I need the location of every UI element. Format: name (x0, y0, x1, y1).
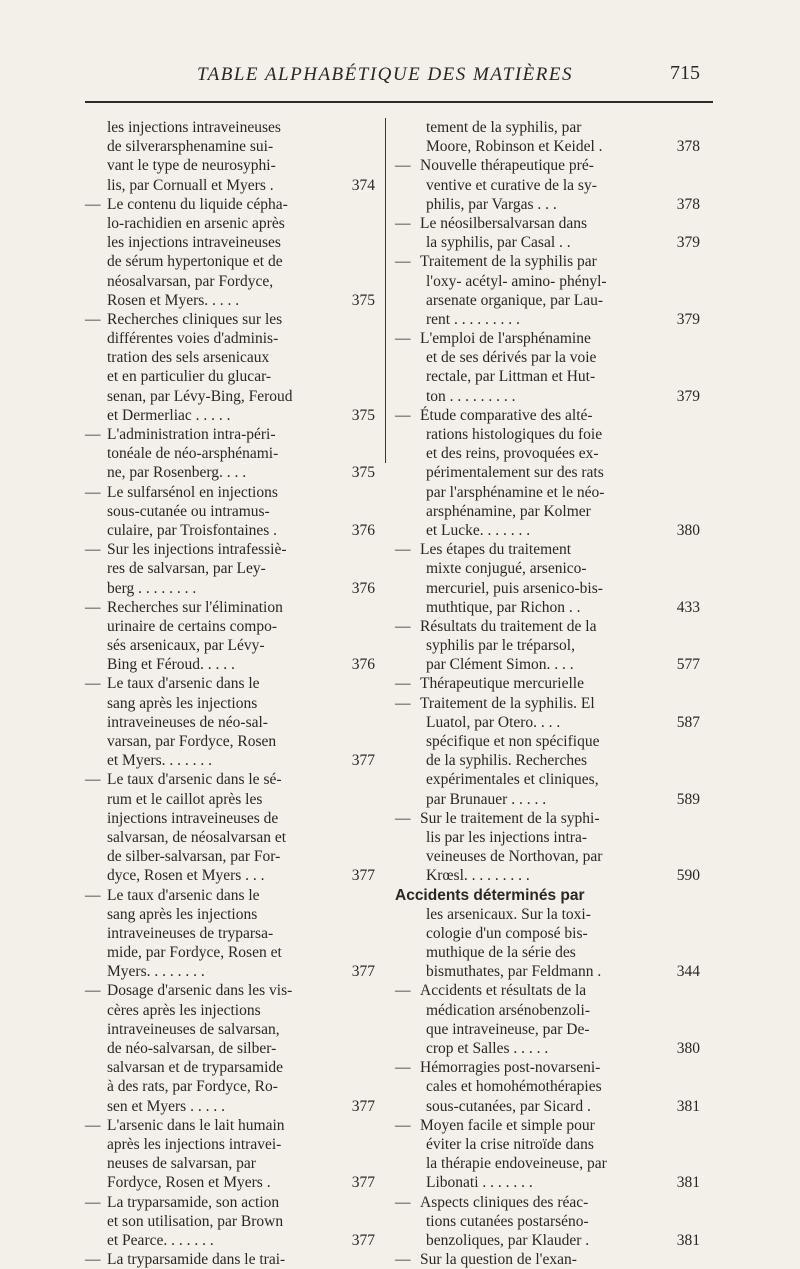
entry-line: à des rats, par Fordyce, Ro- (107, 1078, 278, 1096)
entry-line: arsphénamine, par Kolmer (426, 502, 591, 520)
entry-line: Le contenu du liquide cépha- (107, 195, 288, 213)
entry-dash: — (395, 982, 411, 1000)
index-entry (395, 252, 700, 329)
index-entry (395, 981, 700, 1058)
entry-line: tions cutanées postarséno- (426, 1212, 589, 1230)
entry-dash: — (395, 1193, 411, 1211)
index-entry (85, 540, 375, 598)
entry-line: muthtique, par Richon . . (426, 598, 581, 616)
index-entry (85, 886, 375, 982)
entry-dash: — (395, 214, 411, 232)
page-reference: 381 (676, 1231, 700, 1249)
entry-line: Dosage d'arsenic dans les vis- (107, 982, 293, 1000)
entry-line: La tryparsamide, son action (107, 1193, 280, 1211)
page-reference: 589 (676, 790, 700, 808)
column-divider (385, 118, 386, 463)
entry-line: Krœsl. . . . . . . . . (426, 867, 530, 885)
page-reference: 377 (351, 752, 375, 770)
index-entry (395, 809, 700, 886)
entry-line: res de salvarsan, par Ley- (107, 560, 266, 578)
index-entry (395, 406, 700, 540)
page-reference: 376 (351, 656, 375, 674)
index-entry (85, 1250, 375, 1269)
entry-line: et Lucke. . . . . . . (426, 521, 531, 539)
entry-line: Sur la question de l'exan- (420, 1251, 577, 1269)
entry-dash: — (85, 541, 101, 559)
entry-line: sés arsenicaux, par Lévy- (107, 637, 265, 655)
entry-line: La tryparsamide dans le trai- (107, 1251, 286, 1269)
page-reference: 381 (676, 1174, 700, 1192)
page-reference: 378 (676, 138, 700, 156)
entry-line: les injections intraveineuses (107, 119, 281, 136)
entry-line: après les injections intravei- (107, 1135, 282, 1153)
entry-line: veineuses de Northovan, par (426, 848, 603, 866)
entry-line: de la syphilis. Recherches (426, 752, 587, 770)
entry-dash: — (85, 675, 101, 693)
index-entry (395, 329, 700, 406)
entry-line: Les étapes du traitement (420, 541, 572, 559)
entry-line: Le taux d'arsenic dans le (107, 886, 260, 904)
entry-line: cères après les injections (107, 1001, 261, 1019)
entry-line: injections intraveineuses de (107, 809, 279, 827)
page-reference: 377 (351, 1174, 375, 1192)
entry-dash: — (395, 157, 411, 175)
index-entry (85, 674, 375, 770)
page-reference: 587 (676, 713, 700, 731)
entry-line: Le néosilbersalvarsan dans (420, 214, 587, 232)
entry-line: néosalvarsan, par Fordyce, (107, 272, 274, 290)
entry-dash: — (395, 809, 411, 827)
entry-line: arsenate organique, par Lau- (426, 291, 604, 309)
entry-line: rent . . . . . . . . . (426, 310, 520, 328)
index-entry (395, 886, 700, 982)
entry-line: senan, par Lévy-Bing, Feroud (107, 387, 293, 405)
index-heading: Accidents déterminés par (395, 886, 585, 904)
entry-line: dyce, Rosen et Myers . . . (107, 867, 265, 885)
entry-line: Libonati . . . . . . . (426, 1174, 533, 1192)
entry-line: ne, par Rosenberg. . . . (107, 464, 247, 482)
entry-dash: — (395, 1059, 411, 1077)
entry-line: différentes voies d'adminis- (107, 330, 279, 348)
entry-line: ton . . . . . . . . . (426, 387, 516, 405)
entry-line: par l'arsphénamine et le néo- (426, 483, 605, 501)
entry-line: crop et Salles . . . . . (426, 1040, 549, 1057)
entry-dash: — (395, 406, 411, 424)
entry-line: Recherches sur l'élimination (107, 598, 283, 616)
entry-line: par Brunauer . . . . . (426, 790, 547, 808)
entry-line: médication arsénobenzoli- (426, 1001, 590, 1019)
index-entry (85, 310, 375, 425)
entry-line: ventive et curative de la sy- (426, 176, 597, 194)
index-entry (395, 540, 700, 617)
entry-line: par Clément Simon. . . . (426, 656, 574, 674)
index-entry (85, 425, 375, 483)
entry-dash: — (395, 330, 411, 348)
entry-line: la syphilis, par Casal . . (426, 234, 571, 252)
entry-line: intraveineuses de salvarsan, (107, 1020, 280, 1038)
page-number: 715 (670, 62, 700, 84)
entry-dash: — (85, 426, 101, 443)
entry-line: expérimentales et cliniques, (426, 771, 599, 789)
entry-line: sen et Myers . . . . . (107, 1097, 225, 1115)
entry-line: Myers. . . . . . . . (107, 963, 205, 981)
entry-dash: — (395, 541, 411, 559)
entry-line: Thérapeutique mercurielle (420, 675, 584, 693)
index-entry (85, 598, 375, 675)
entry-line: et Pearce. . . . . . . (107, 1231, 214, 1249)
entry-line: Moore, Robinson et Keidel . (426, 138, 603, 156)
entry-line: muthique de la série des (426, 944, 576, 962)
entry-line: Étude comparative des alté- (420, 406, 593, 424)
entry-line: rations histologiques du foie (426, 426, 603, 443)
entry-line: lo-rachidien en arsenic après (107, 214, 285, 232)
entry-dash: — (85, 310, 101, 328)
entry-line: intraveineuses de tryparsa- (107, 924, 274, 942)
entry-line: Résultats du traitement de la (420, 617, 597, 635)
entry-line: Traitement de la syphilis par (420, 253, 597, 271)
index-entry (85, 981, 375, 1115)
index-entry (85, 770, 375, 885)
entry-line: urinaire de certains compo- (107, 617, 277, 635)
entry-line: Le taux d'arsenic dans le (107, 675, 260, 693)
page-reference: 377 (351, 1231, 375, 1249)
left-column (85, 118, 375, 1269)
page-reference: 377 (351, 867, 375, 885)
entry-line: tement de la syphilis, par (426, 119, 582, 136)
entry-line: l'oxy- acétyl- amino- phényl- (426, 272, 607, 290)
entry-line: et Dermerliac . . . . . (107, 406, 231, 424)
entry-line: Accidents et résultats de la (420, 982, 587, 1000)
entry-line: mixte conjugué, arsenico- (426, 560, 587, 578)
entry-line: Nouvelle thérapeutique pré- (420, 157, 594, 175)
entry-dash: — (85, 1116, 101, 1134)
page-reference: 375 (351, 291, 375, 309)
entry-dash: — (85, 1193, 101, 1211)
entry-line: tonéale de néo-arsphénami- (107, 445, 279, 463)
entry-line: sous-cutanée ou intramus- (107, 502, 270, 520)
index-entry (395, 1058, 700, 1116)
entry-line: Fordyce, Rosen et Myers . (107, 1174, 271, 1192)
entry-line: Aspects cliniques des réac- (420, 1193, 589, 1211)
entry-line: Sur le traitement de la syphi- (420, 809, 600, 827)
entry-dash: — (85, 1251, 101, 1269)
entry-line: et des reins, provoquées ex- (426, 445, 599, 463)
page-reference: 379 (676, 234, 700, 252)
entry-line: rectale, par Littman et Hut- (426, 368, 596, 386)
entry-line: Luatol, par Otero. . . . (426, 713, 561, 731)
entry-line: Le sulfarsénol en injections (107, 483, 278, 501)
entry-dash: — (85, 483, 101, 501)
index-entry (395, 674, 700, 693)
entry-line: sang après les injections (107, 694, 258, 712)
page-reference: 379 (676, 310, 700, 328)
index-entry (395, 156, 700, 214)
index-entry (85, 195, 375, 310)
index-entry (85, 1116, 375, 1193)
index-entry (85, 1193, 375, 1251)
page-reference: 376 (351, 521, 375, 539)
entry-line: cologie d'un composé bis- (426, 924, 588, 942)
entry-dash: — (85, 598, 101, 616)
entry-line: neuses de salvarsan, par (107, 1155, 256, 1173)
page-reference: 344 (676, 963, 700, 981)
entry-line: bismuthates, par Feldmann . (426, 963, 602, 981)
entry-line: que intraveineuse, par De- (426, 1020, 590, 1038)
entry-line: L'administration intra-péri- (107, 426, 276, 443)
entry-line: rum et le caillot après les (107, 790, 263, 808)
entry-line: Rosen et Myers. . . . . (107, 291, 240, 309)
entry-line: philis, par Vargas . . . (426, 195, 557, 213)
entry-line: de silber-salvarsan, par For- (107, 848, 281, 866)
index-entry (395, 694, 700, 732)
entry-line: sous-cutanées, par Sicard . (426, 1097, 591, 1115)
index-entry (395, 1116, 700, 1193)
entry-line: varsan, par Fordyce, Rosen (107, 733, 277, 750)
index-entry (85, 483, 375, 541)
entry-dash: — (395, 1251, 411, 1269)
entry-line: salvarsan, de néosalvarsan et (107, 828, 287, 846)
entry-line: intraveineuses de néo-sal- (107, 713, 268, 731)
entry-dash: — (395, 253, 411, 271)
entry-line: Traitement de la syphilis. El (420, 694, 595, 712)
entry-dash: — (85, 982, 101, 1000)
entry-dash: — (85, 771, 101, 789)
entry-line: Sur les injections intrafessiè- (107, 541, 287, 559)
page-reference: 378 (676, 195, 700, 213)
entry-line: benzoliques, par Klauder . (426, 1231, 590, 1249)
entry-line: et Myers. . . . . . . (107, 752, 213, 770)
right-column (395, 118, 700, 1269)
entry-line: tration des sels arsenicaux (107, 349, 270, 367)
entry-dash: — (85, 195, 101, 213)
entry-line: de silverarsphenamine sui- (107, 138, 274, 156)
entry-line: mercuriel, puis arsenico-bis- (426, 579, 603, 597)
index-entry (395, 617, 700, 675)
entry-line: vant le type de neurosyphi- (107, 157, 276, 175)
page-reference: 433 (676, 598, 700, 616)
entry-line: salvarsan et de tryparsamide (107, 1059, 284, 1077)
page-reference: 377 (351, 963, 375, 981)
entry-dash: — (395, 694, 411, 712)
index-entry (395, 1193, 700, 1251)
entry-line: mide, par Fordyce, Rosen et (107, 944, 282, 962)
entry-line: sang après les injections (107, 905, 258, 923)
entry-line: berg . . . . . . . . (107, 579, 197, 597)
index-entry (395, 214, 700, 252)
entry-line: culaire, par Troisfontaines . (107, 521, 278, 539)
index-entry (85, 118, 375, 195)
entry-line: syphilis par le tréparsol, (426, 637, 575, 655)
entry-line: Bing et Féroud. . . . . (107, 656, 235, 674)
entry-line: lis, par Cornuall et Myers . (107, 176, 274, 194)
entry-dash: — (395, 617, 411, 635)
entry-line: Hémorragies post-novarseni- (420, 1059, 601, 1077)
header-rule (85, 101, 713, 103)
page-reference: 381 (676, 1097, 700, 1115)
entry-line: L'emploi de l'arsphénamine (420, 330, 591, 348)
entry-line: et son utilisation, par Brown (107, 1212, 284, 1230)
entry-line: de sérum hypertonique et de (107, 253, 283, 271)
page-reference: 577 (676, 656, 700, 674)
entry-line: et de ses dérivés par la voie (426, 349, 597, 367)
entry-line: la thérapie endoveineuse, par (426, 1155, 607, 1173)
entry-line: Recherches cliniques sur les (107, 310, 283, 328)
entry-line: périmentalement sur des rats (426, 464, 604, 482)
entry-dash: — (395, 1116, 411, 1134)
index-entry (395, 732, 700, 809)
entry-line: lis par les injections intra- (426, 828, 587, 846)
page-reference: 375 (351, 464, 375, 482)
page-reference: 376 (351, 579, 375, 597)
entry-line: cales et homohémothérapies (426, 1078, 602, 1096)
entry-line: les arsenicaux. Sur la toxi- (426, 905, 591, 923)
entry-dash: — (85, 886, 101, 904)
entry-line: de néo-salvarsan, de silber- (107, 1040, 277, 1057)
entry-line: éviter la crise nitroïde dans (426, 1135, 594, 1153)
page-reference: 375 (351, 406, 375, 424)
entry-line: Moyen facile et simple pour (420, 1116, 595, 1134)
index-entry (395, 1250, 700, 1269)
entry-line: et en particulier du glucar- (107, 368, 272, 386)
page-reference: 380 (676, 1040, 700, 1058)
entry-line: spécifique et non spécifique (426, 733, 600, 750)
index-entry (395, 118, 700, 156)
page-reference: 374 (351, 176, 375, 194)
page-reference: 590 (676, 867, 700, 885)
page-reference: 377 (351, 1097, 375, 1115)
page-reference: 379 (676, 387, 700, 405)
page-reference: 380 (676, 522, 700, 539)
running-header-title: TABLE ALPHABÉTIQUE DES MATIÈRES (197, 64, 573, 85)
entry-line: L'arsenic dans le lait humain (107, 1116, 285, 1134)
entry-dash: — (395, 675, 411, 693)
entry-line: Le taux d'arsenic dans le sé- (107, 771, 282, 789)
entry-line: les injections intraveineuses (107, 234, 281, 252)
